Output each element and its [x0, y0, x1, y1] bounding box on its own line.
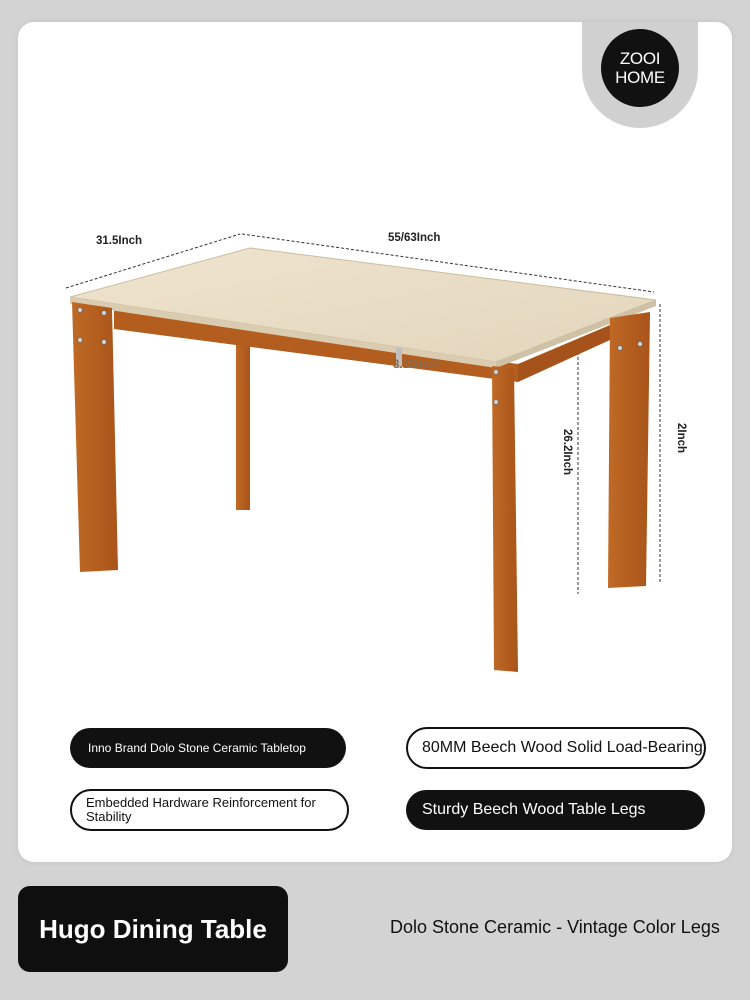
apron-label: 3.15Inch	[393, 359, 440, 371]
dining-table-image	[18, 22, 732, 722]
feature-load-bearing-pill: 80MM Beech Wood Solid Load-Bearing	[406, 727, 706, 769]
product-card	[18, 22, 732, 862]
product-title: Hugo Dining Table	[18, 886, 288, 972]
feature-hardware-pill: Embedded Hardware Reinforcement for Stability	[70, 789, 349, 831]
product-tagline: Dolo Stone Ceramic - Vintage Color Legs	[390, 917, 720, 937]
leg-height-label: 26.2Inch	[561, 428, 574, 476]
length-label: 55/63Inch	[388, 232, 441, 244]
front-right-leg	[492, 366, 518, 672]
total-height-label: 2Inch	[675, 422, 688, 454]
feature-tabletop-pill: Inno Brand Dolo Stone Ceramic Tabletop	[70, 728, 346, 768]
back-left-leg	[236, 342, 250, 510]
brand-logo-line1: ZOOI	[619, 49, 661, 68]
depth-label: 31.5Inch	[96, 235, 143, 247]
brand-logo-line2: HOME	[615, 68, 665, 87]
feature-legs-pill: Sturdy Beech Wood Table Legs	[406, 790, 705, 830]
back-right-leg	[608, 312, 650, 588]
